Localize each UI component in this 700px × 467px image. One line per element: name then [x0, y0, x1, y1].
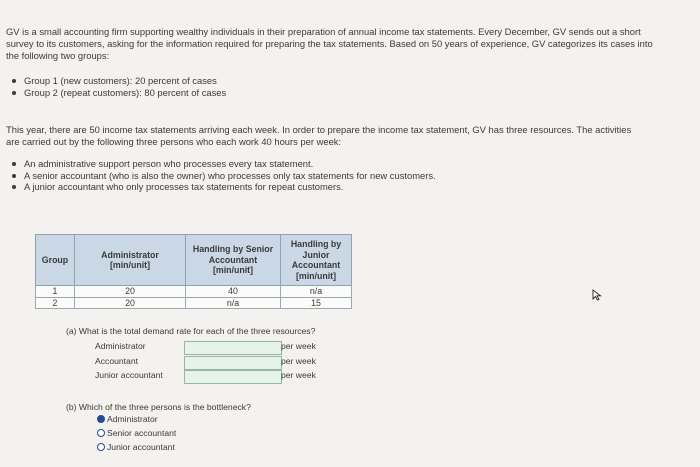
cell-senior: n/a: [186, 297, 281, 309]
option-administrator[interactable]: Administrator: [97, 414, 158, 424]
option-junior-accountant[interactable]: Junior accountant: [97, 442, 175, 452]
list-item: A senior accountant (who is also the owner) who processes only tax statements for new customers.: [10, 170, 436, 182]
admin-demand-label: Administrator: [95, 341, 146, 351]
cell-group: 2: [36, 297, 75, 309]
cell-admin: 20: [75, 286, 186, 298]
option-senior-accountant[interactable]: Senior accountant: [97, 428, 176, 438]
processing-time-table: [35, 234, 352, 309]
list-item: Group 2 (repeat customers): 80 percent of cases: [10, 87, 226, 99]
radio-selected-icon[interactable]: [97, 415, 105, 423]
question-b-text: (b) Which of the three persons is the bottleneck?: [66, 402, 251, 412]
list-item: An administrative support person who processes every tax statement.: [10, 158, 436, 170]
intro-paragraph: GV is a small accounting firm supporting wealthy individuals in their preparation of annual income tax statements. Every December, GV sends out a short survey to its customers, asking for the information required for preparing the tax statements. Based on 50 years of experience, GV categorizes its cases into the following two groups:: [6, 26, 653, 62]
header-administrator: Administrator [min/unit]: [75, 235, 186, 286]
junior-demand-label: Junior accountant: [95, 370, 163, 380]
resource-list: [10, 158, 436, 193]
table-header-row: [36, 235, 352, 286]
context-paragraph: This year, there are 50 income tax statements arriving each week. In order to prepare the income tax statement, GV has three resources. The activities are carried out by the following three persons who each work 40 hours per week:: [6, 124, 632, 148]
accountant-demand-label: Accountant: [95, 356, 138, 366]
admin-demand-input[interactable]: [184, 341, 282, 355]
cell-senior: 40: [186, 286, 281, 298]
table-row: [36, 297, 352, 309]
radio-icon[interactable]: [97, 443, 105, 451]
admin-demand-unit: per week: [281, 341, 316, 351]
accountant-demand-input[interactable]: [184, 356, 282, 370]
list-item: Group 1 (new customers): 20 percent of cases: [10, 75, 226, 87]
junior-demand-unit: per week: [281, 370, 316, 380]
header-group: Group: [36, 235, 75, 286]
question-a-text: (a) What is the total demand rate for each of the three resources?: [66, 326, 316, 336]
cell-group: 1: [36, 286, 75, 298]
group-list: [10, 75, 226, 98]
cell-junior: 15: [281, 297, 352, 309]
header-junior: Handling by Junior Accountant [min/unit]: [281, 235, 352, 286]
cell-junior: n/a: [281, 286, 352, 298]
list-item: A junior accountant who only processes tax statements for repeat customers.: [10, 181, 436, 193]
header-senior: Handling by Senior Accountant [min/unit]: [186, 235, 281, 286]
accountant-demand-unit: per week: [281, 356, 316, 366]
radio-icon[interactable]: [97, 429, 105, 437]
mouse-cursor-icon: [592, 289, 602, 301]
cell-admin: 20: [75, 297, 186, 309]
junior-demand-input[interactable]: [184, 370, 282, 384]
table-row: [36, 286, 352, 298]
